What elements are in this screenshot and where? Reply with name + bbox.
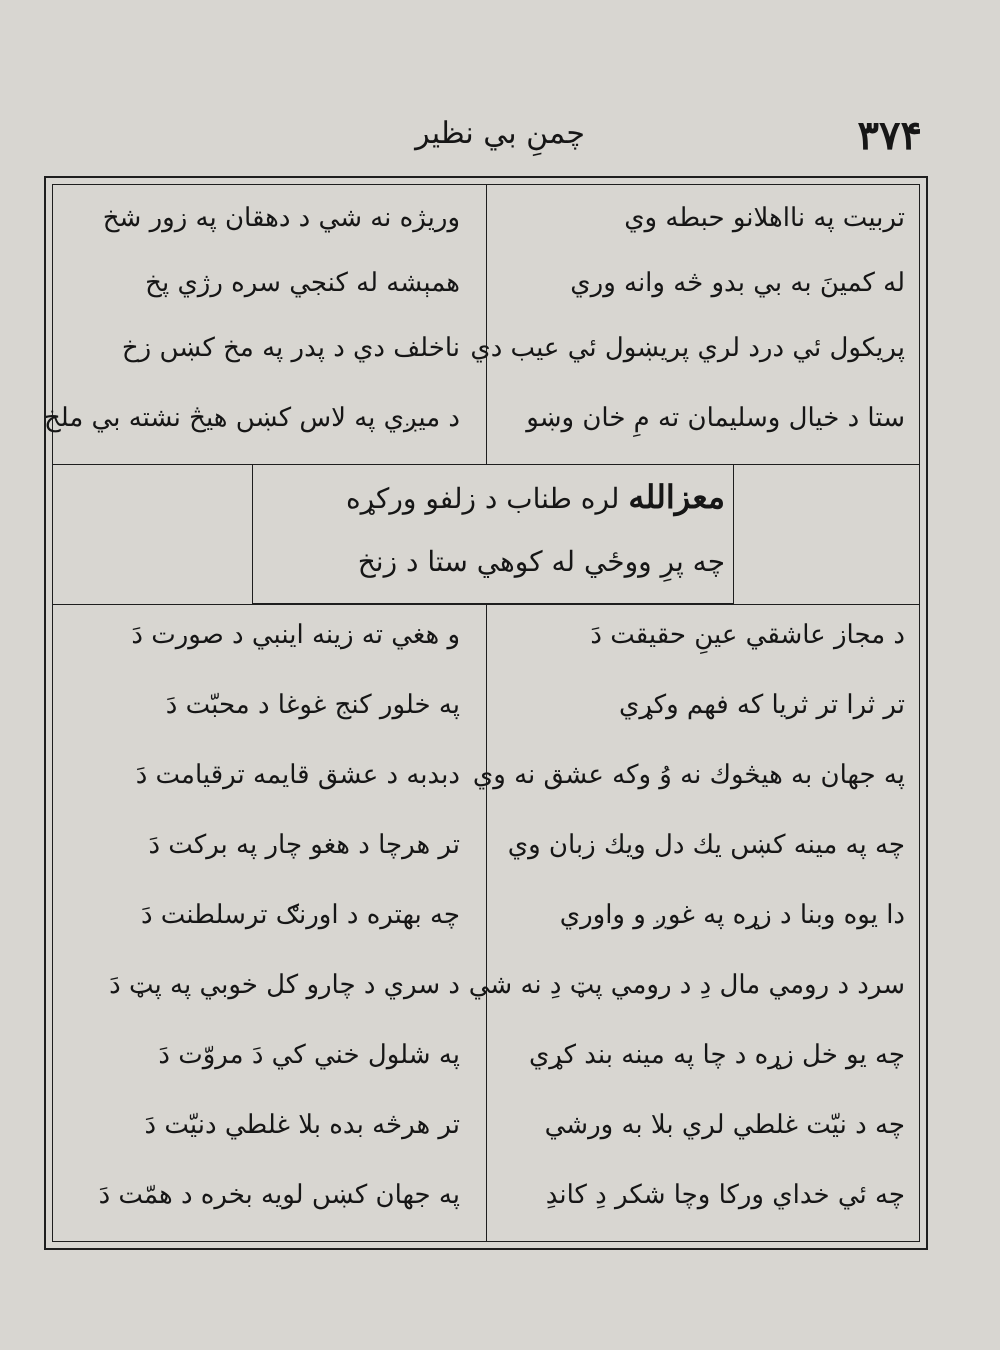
- verse-line: ستا د خيال وسليمان ته مِ خان وښو: [526, 403, 905, 433]
- verse-line: چه په مينه كښں يك دل ويك زبان وي: [507, 830, 905, 860]
- verse-line: له كمينَ به بي بدو څه وانه وري: [570, 268, 905, 298]
- verse-line: تر هرڅه بده بلا غلطي دنيّت دَ: [144, 1110, 460, 1140]
- verse-line: د مجاز عاشقي عينِ حقيقت دَ: [590, 620, 905, 650]
- couplet-line-2: چه پرِ ووځي له كوهي ستا د زنخ: [357, 545, 725, 578]
- verse-line: چه د نيّت غلطي لري بلا به ورشي: [544, 1110, 905, 1140]
- page-title: چمنِ بي نظير: [415, 116, 585, 151]
- verse-line: د ميږي په لاس كښں هيڅ نشته بي ملخ: [43, 403, 460, 433]
- page-number: ۳۷۴: [857, 112, 922, 159]
- verse-line: چه ئي خداي وركا وچا شكر دِ كاندِ: [545, 1180, 905, 1210]
- verse-line: په جهان كښں لويه بخره د همّت دَ: [98, 1180, 460, 1210]
- verse-line: و هغي ته زينه اينبي د صورت دَ: [131, 620, 460, 650]
- couplet-line-1-text: لره طناب د زلفو وركړه: [345, 482, 620, 515]
- verse-line: چه يو خل زړه د چا په مينه بند كړي: [528, 1040, 905, 1070]
- verse-line: دبدبه د عشق قايمه ترقيامت دَ: [135, 760, 460, 790]
- couplet-emphasis: معزالله: [628, 478, 725, 516]
- verse-line: همېشه له كنجي سره رژي پخ: [145, 268, 460, 298]
- verse-line: په خلور كنج غوغا د محبّت دَ: [165, 690, 460, 720]
- verse-line: په جهان به هيڅوك نه وُ وكه عشق نه وي: [472, 760, 905, 790]
- verse-line: تر هرچا د هغو چار په بركت دَ: [148, 830, 460, 860]
- verse-line: چه بهتره د اورنګ ترسلطنت دَ: [140, 900, 460, 930]
- top-center-divider: [486, 184, 487, 464]
- verse-line: ناخلف دي د پدر په مخ كښں زخ: [121, 333, 460, 363]
- couplet-line-1: [346, 478, 725, 516]
- bottom-center-divider: [486, 604, 487, 1242]
- verse-line: سرد د رومي مال دِ د رومي پټ دِ نه شي: [468, 970, 905, 1000]
- verse-line: وريژه نه شي د دهقان په زور شخ: [102, 203, 460, 233]
- verse-line: د سري د چارو كل خوبي په پټ دَ: [109, 970, 460, 1000]
- verse-line: دا يوه وبنا د زړه په غوږ و واوري: [559, 900, 905, 930]
- verse-line: په شلول خني كي دَ مروّت دَ: [158, 1040, 460, 1070]
- verse-line: پريكول ئي درد لري پريښول ئي عيب دي: [470, 333, 905, 363]
- verse-line: تربيت په نااهلانو حبطه وي: [624, 203, 905, 233]
- verse-line: تر ثرا تر ثريا كه فهم وكړي: [619, 690, 905, 720]
